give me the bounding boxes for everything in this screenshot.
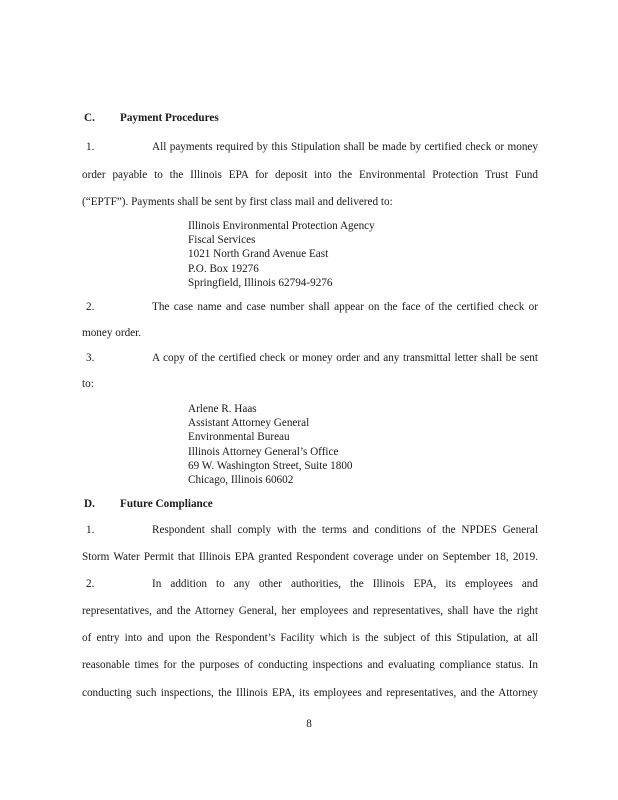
address-line: Arlene R. Haas: [188, 403, 257, 415]
section-d-heading: [84, 498, 213, 510]
ag-address-block: [188, 402, 353, 487]
d2-line-4: reasonable times for the purposes of conducting inspections and evaluating compliance status. In: [82, 659, 538, 671]
c3-line-1: 3. A copy of the certified check or money order and any transmittal letter shall be sent: [86, 352, 538, 364]
d1-line-1: 1. Respondent shall comply with the terms and conditions of the NPDES General: [86, 524, 538, 536]
address-line: P.O. Box 19276: [188, 262, 259, 275]
c2-number: 2.: [86, 301, 95, 313]
c1-number: 1.: [86, 141, 95, 153]
address-line: Illinois Attorney General’s Office: [188, 445, 339, 458]
address-line: Springfield, Illinois 62794-9276: [188, 276, 333, 289]
section-d-letter: D.: [84, 498, 95, 510]
address-line: Environmental Bureau: [188, 431, 290, 444]
address-line: 69 W. Washington Street, Suite 1800: [188, 459, 353, 472]
page-number: 8: [306, 718, 312, 730]
d2-line-5: conducting such inspections, the Illinois EPA, its employees and representatives, and the Attorney: [82, 687, 538, 699]
c3-number: 3.: [86, 352, 95, 364]
c1-line-3: (“EPTF”). Payments shall be sent by first class mail and delivered to:: [82, 196, 393, 208]
d2-line-1: 2. In addition to any other authorities, the Illinois EPA, its employees and: [86, 578, 538, 590]
section-c-letter: C.: [84, 112, 95, 124]
c1-line-1: 1. All payments required by this Stipulation shall be made by certified check or money: [86, 141, 538, 153]
d2-line-3: of entry into and upon the Respondent’s Facility which is the subject of this Stipulation, at all: [82, 632, 538, 644]
d1-number: 1.: [86, 524, 95, 536]
section-c-heading: [84, 112, 219, 124]
c2-line-2: money order.: [82, 327, 142, 339]
c3-line-2: to:: [82, 378, 94, 390]
c1-line-2: order payable to the Illinois EPA for deposit into the Environmental Protection Trust Fund: [82, 169, 538, 181]
address-line: Illinois Environmental Protection Agency: [188, 220, 375, 232]
section-c-title: Payment Procedures: [120, 112, 219, 124]
address-line: 1021 North Grand Avenue East: [188, 248, 329, 261]
section-d-title: Future Compliance: [120, 498, 213, 510]
d2-line-2: representatives, and the Attorney General, her employees and representatives, shall have the right: [82, 605, 538, 617]
address-line: Chicago, Illinois 60602: [188, 474, 294, 487]
epa-address-block: [188, 219, 375, 290]
address-line: Assistant Attorney General: [188, 417, 310, 430]
d1-line-2: Storm Water Permit that Illinois EPA granted Respondent coverage under on September 18, 2019.: [82, 551, 538, 563]
c2-line-1: 2. The case name and case number shall appear on the face of the certified check or: [86, 301, 538, 313]
d2-number: 2.: [86, 578, 95, 590]
address-line: Fiscal Services: [188, 234, 256, 247]
